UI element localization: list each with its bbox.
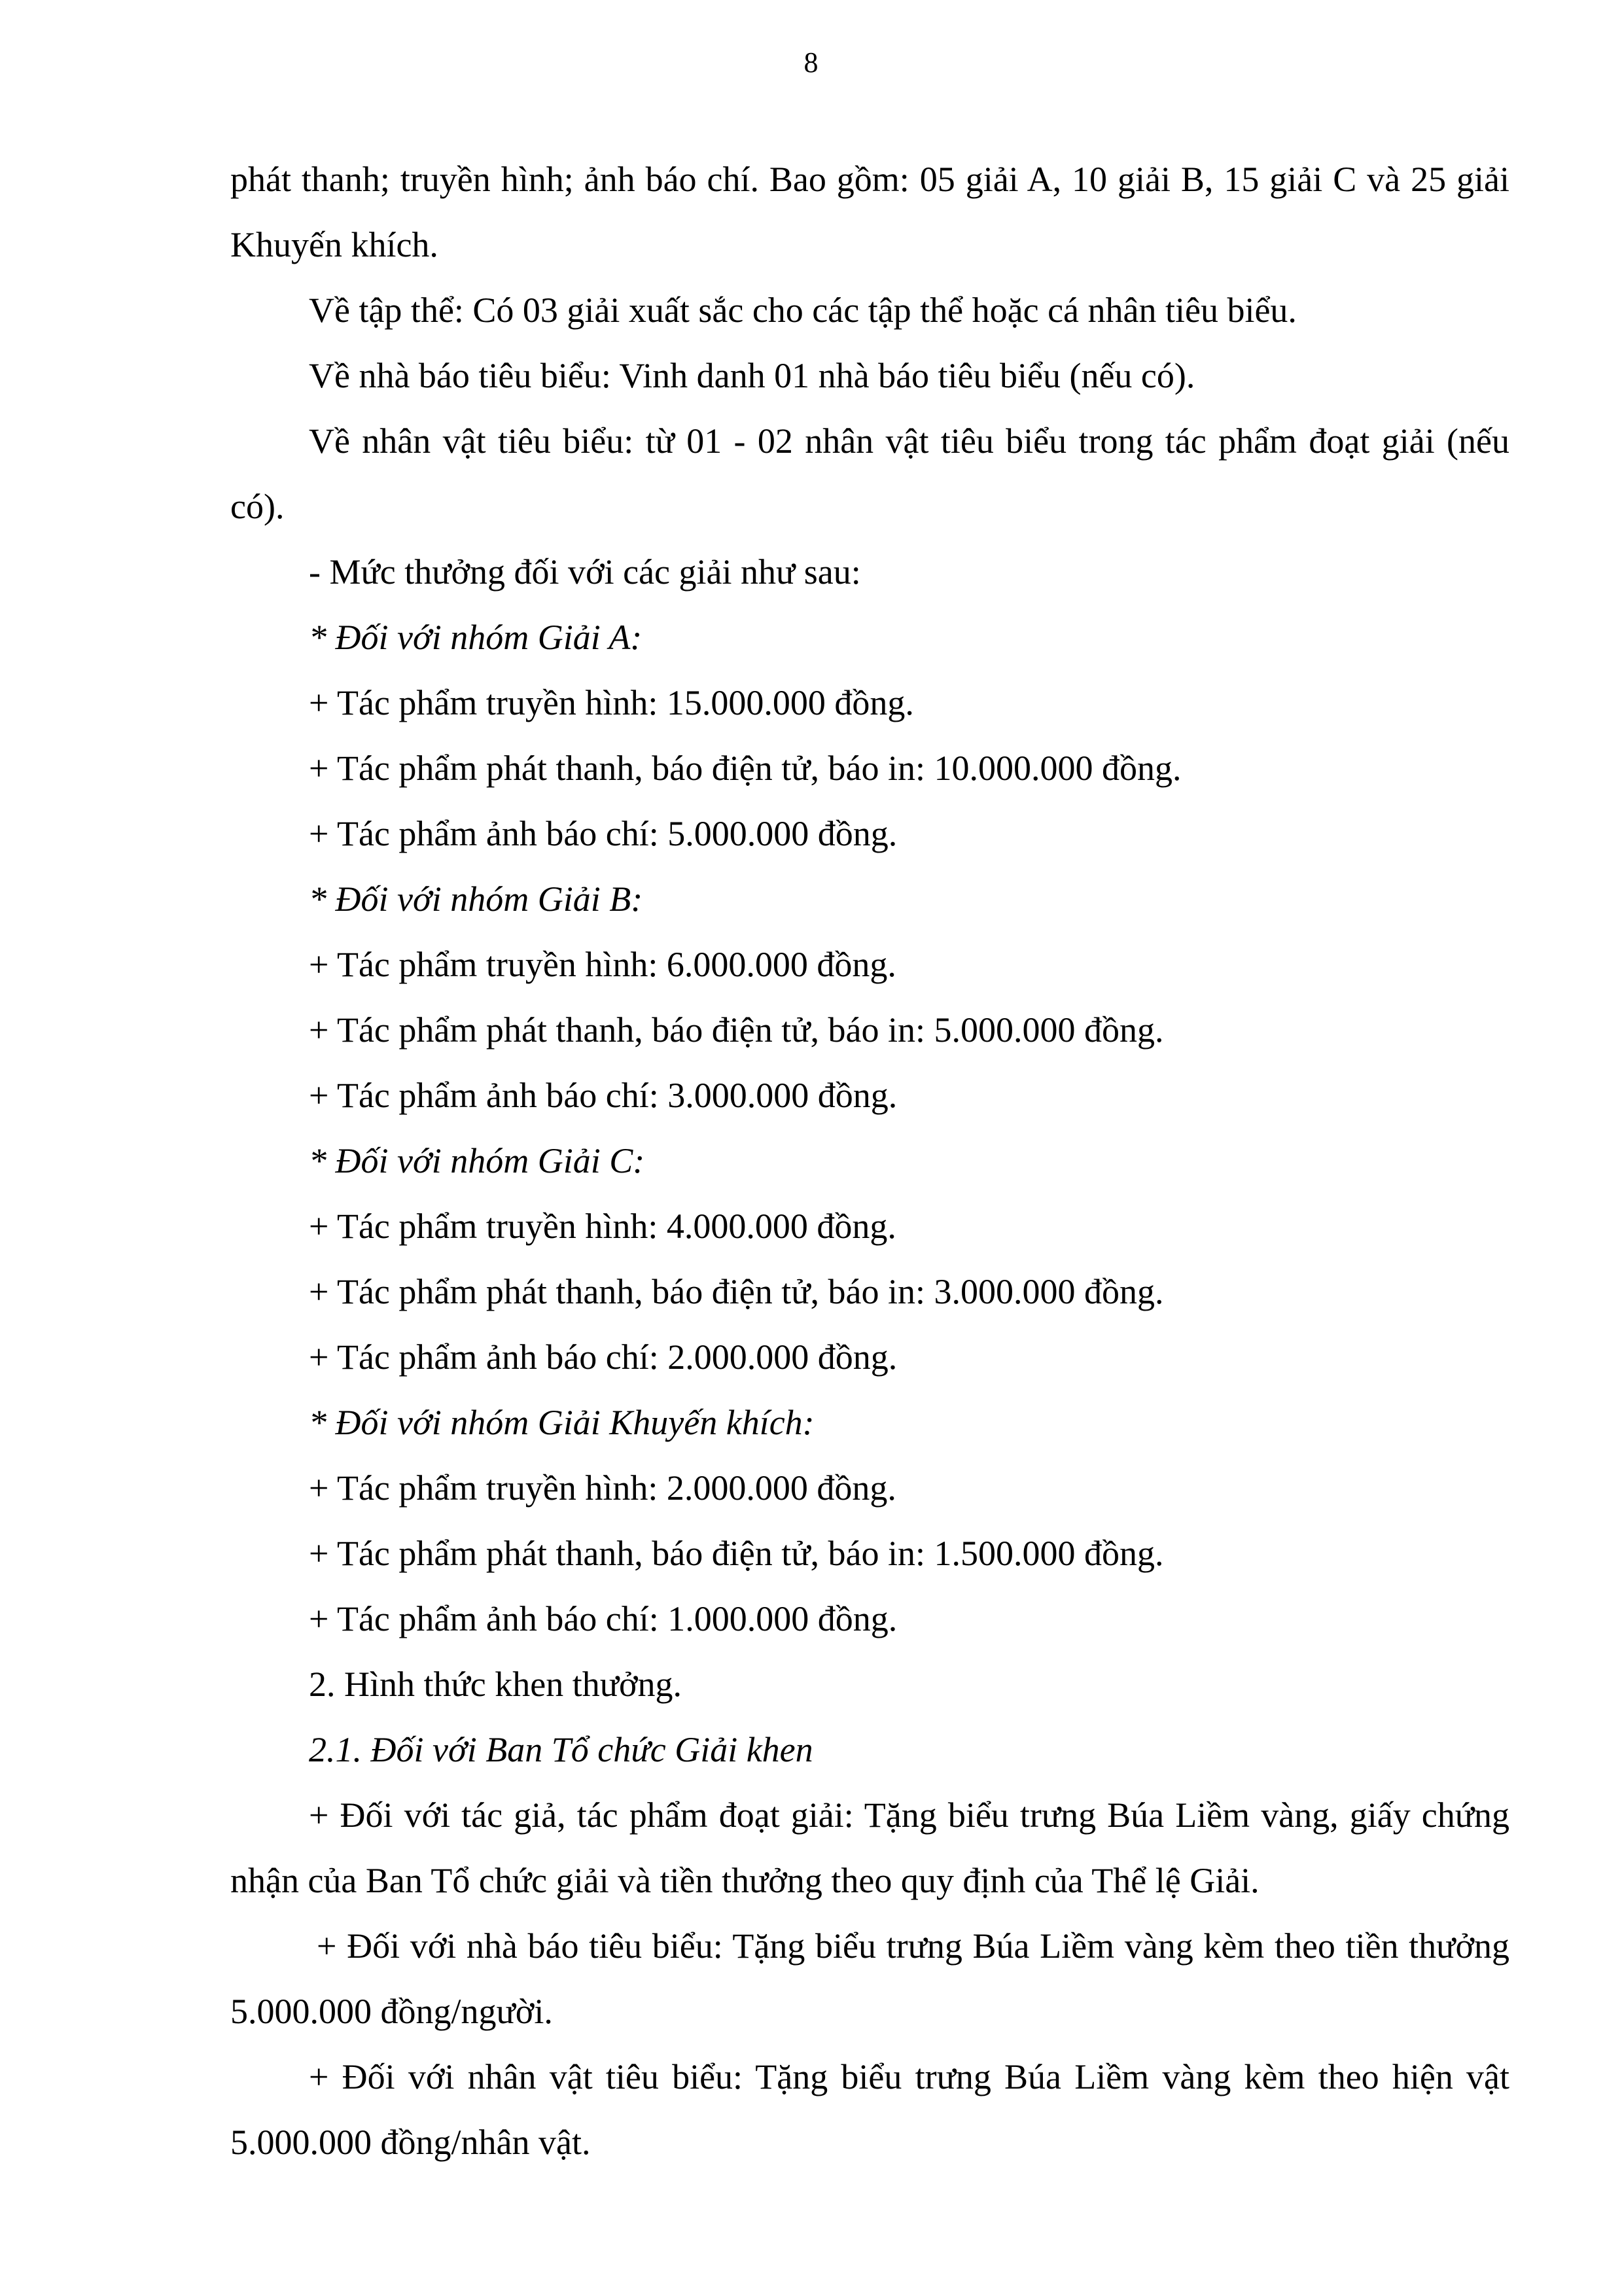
item-prize-c-radio-press: + Tác phẩm phát thanh, báo điện tử, báo in: 3.000.000 đồng. (309, 1272, 1164, 1311)
heading-prize-c: * Đối với nhóm Giải C: (309, 1141, 645, 1180)
heading-prize-a: * Đối với nhóm Giải A: (309, 618, 643, 657)
item-prize-c-television: + Tác phẩm truyền hình: 4.000.000 đồng. (309, 1207, 896, 1246)
paragraph-reward-levels-heading: - Mức thưởng đối với các giải như sau: (309, 552, 861, 592)
paragraph-collective-prize: Về tập thể: Có 03 giải xuất sắc cho các tập thể hoặc cá nhân tiêu biểu. (309, 291, 1297, 330)
paragraph-character-honor: Về nhân vật tiêu biểu: từ 01 - 02 nhân vật tiêu biểu trong tác phẩm đoạt giải (nếu có). (230, 421, 1509, 526)
item-prize-encouragement-photo: + Tác phẩm ảnh báo chí: 1.000.000 đồng. (309, 1599, 898, 1638)
document-body (230, 147, 1509, 2175)
item-prize-a-radio-press: + Tác phẩm phát thanh, báo điện tử, báo in: 10.000.000 đồng. (309, 749, 1182, 788)
item-prize-encouragement-television: + Tác phẩm truyền hình: 2.000.000 đồng. (309, 1468, 896, 1508)
paragraph-prize-categories: phát thanh; truyền hình; ảnh báo chí. Bao gồm: 05 giải A, 10 giải B, 15 giải C và 25 giải Khuyến khích. (230, 160, 1509, 264)
item-prize-b-photo: + Tác phẩm ảnh báo chí: 3.000.000 đồng. (309, 1076, 898, 1115)
item-prize-encouragement-radio-press: + Tác phẩm phát thanh, báo điện tử, báo in: 1.500.000 đồng. (309, 1534, 1164, 1573)
item-prize-a-television: + Tác phẩm truyền hình: 15.000.000 đồng. (309, 683, 914, 722)
page-number: 8 (803, 46, 819, 79)
subsection-heading-organizer-award: 2.1. Đối với Ban Tổ chức Giải khen (309, 1730, 813, 1769)
item-prize-c-photo: + Tác phẩm ảnh báo chí: 2.000.000 đồng. (309, 1337, 898, 1377)
heading-prize-b: * Đối với nhóm Giải B: (309, 879, 643, 919)
item-prize-b-radio-press: + Tác phẩm phát thanh, báo điện tử, báo in: 5.000.000 đồng. (309, 1010, 1164, 1050)
paragraph-award-journalist: + Đối với nhà báo tiêu biểu: Tặng biểu trưng Búa Liềm vàng kèm theo tiền thưởng 5.000.000 đồng/người. (230, 1926, 1509, 2031)
section-heading-award-forms: 2. Hình thức khen thưởng. (309, 1665, 682, 1704)
heading-prize-encouragement: * Đối với nhóm Giải Khuyến khích: (309, 1403, 815, 1442)
item-prize-b-television: + Tác phẩm truyền hình: 6.000.000 đồng. (309, 945, 896, 984)
item-prize-a-photo: + Tác phẩm ảnh báo chí: 5.000.000 đồng. (309, 814, 898, 853)
paragraph-award-authors: + Đối với tác giả, tác phẩm đoạt giải: Tặng biểu trưng Búa Liềm vàng, giấy chứng nhận của Ban Tổ chức giải và tiền thưởng theo quy định của Thể lệ Giải. (230, 1795, 1509, 1900)
paragraph-award-character: + Đối với nhân vật tiêu biểu: Tặng biểu trưng Búa Liềm vàng kèm theo hiện vật 5.000.000 đồng/nhân vật. (230, 2057, 1509, 2162)
paragraph-journalist-honor: Về nhà báo tiêu biểu: Vinh danh 01 nhà báo tiêu biểu (nếu có). (309, 356, 1195, 395)
